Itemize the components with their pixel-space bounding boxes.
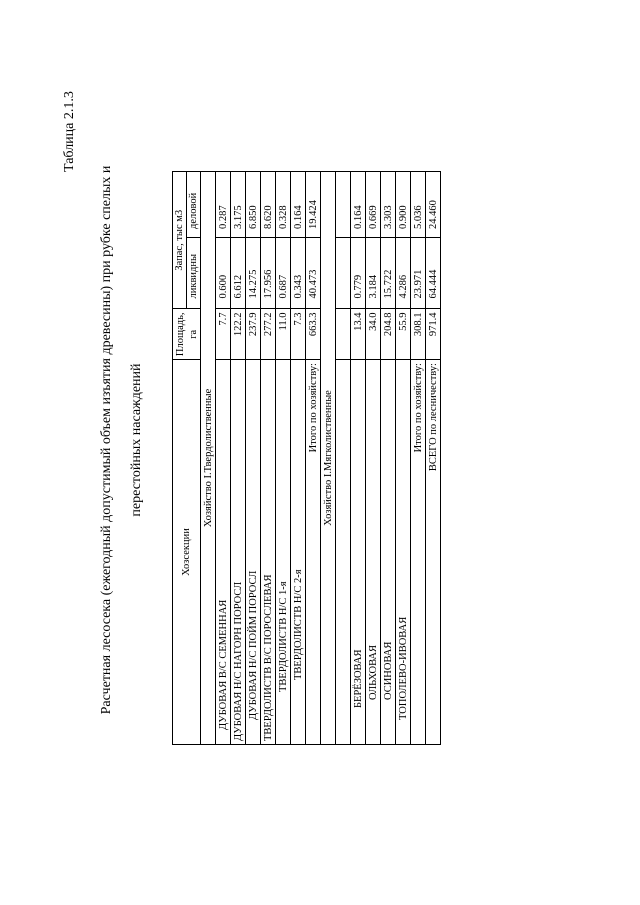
- row-business: 0.900: [396, 172, 411, 238]
- row-area: 7.3: [291, 309, 306, 360]
- row-name: ОСИНОВАЯ: [381, 360, 396, 745]
- header-hozsection: Хозсекции: [173, 360, 201, 745]
- header-business: деловой: [187, 172, 201, 238]
- section-title: Хозяйство I.Твердолиственные: [201, 172, 216, 745]
- table-row: [276, 172, 291, 745]
- header-liquid: ликвидны: [187, 237, 201, 309]
- subtotal-row: [306, 172, 321, 745]
- header-stock: Запас, тыс м3: [173, 172, 187, 310]
- row-name: ДУБОВАЯ Н/С НАГОРН ПОРОСЛ: [231, 360, 246, 745]
- table-row: [231, 172, 246, 745]
- subtotal-label: Итого по хозяйству:: [306, 360, 321, 745]
- table-row: [381, 172, 396, 745]
- row-area: 55.9: [396, 309, 411, 360]
- row-area: 7.7: [216, 309, 231, 360]
- subtotal-liquid: 23.971: [411, 237, 426, 309]
- section-header-row: [321, 172, 336, 745]
- spacer-row: [336, 172, 351, 745]
- row-liquid: 17.956: [261, 237, 276, 309]
- row-area: 13.4: [351, 309, 366, 360]
- header-area: Площадь, га: [173, 309, 201, 360]
- section-title: Хозяйство I.Мягколиственные: [321, 172, 336, 745]
- row-area: 11.0: [276, 309, 291, 360]
- section-header-row: [201, 172, 216, 745]
- row-business: 0.164: [291, 172, 306, 238]
- row-business: 0.164: [351, 172, 366, 238]
- subtotal-row: [411, 172, 426, 745]
- table-row: [246, 172, 261, 745]
- row-name: ТВЕРДОЛИСТВ В/С ПОРОСЛЕВАЯ: [261, 360, 276, 745]
- grand-total-label: ВСЕГО по лесничеству:: [426, 360, 441, 745]
- grand-total-row: [426, 172, 441, 745]
- row-area: 277.2: [261, 309, 276, 360]
- row-liquid: 0.687: [276, 237, 291, 309]
- row-business: 3.175: [231, 172, 246, 238]
- row-liquid: 15.722: [381, 237, 396, 309]
- table-row: [261, 172, 276, 745]
- row-name: БЕРЁЗОВАЯ: [351, 360, 366, 745]
- row-business: 6.850: [246, 172, 261, 238]
- grand-total-area: 971.4: [426, 309, 441, 360]
- row-name: ДУБОВАЯ Н/С ПОЙМ ПОРОСЛ: [246, 360, 261, 745]
- row-name: ОЛЬХОВАЯ: [366, 360, 381, 745]
- caption-line-1: Расчетная лесосека (ежегодный допустимый объем изъятия древесины) при рубке спелых и: [99, 165, 114, 715]
- row-business: 0.328: [276, 172, 291, 238]
- subtotal-business: 5.036: [411, 172, 426, 238]
- row-liquid: 0.343: [291, 237, 306, 309]
- row-area: 122.2: [231, 309, 246, 360]
- row-liquid: 3.184: [366, 237, 381, 309]
- subtotal-liquid: 40.473: [306, 237, 321, 309]
- row-area: 237.9: [246, 309, 261, 360]
- row-name: ТВЕРДОЛИСТВ Н/С 1-я: [276, 360, 291, 745]
- grand-total-liquid: 64.444: [426, 237, 441, 309]
- row-area: 204.8: [381, 309, 396, 360]
- caption-line-2: перестойных насаждений: [129, 363, 144, 517]
- row-liquid: 6.612: [231, 237, 246, 309]
- row-name: ДУБОВАЯ В/С СЕМЕННАЯ: [216, 360, 231, 745]
- subtotal-business: 19.424: [306, 172, 321, 238]
- row-name: ТВЕРДОЛИСТВ Н/С 2-я: [291, 360, 306, 745]
- row-liquid: 14.275: [246, 237, 261, 309]
- row-area: 34.0: [366, 309, 381, 360]
- row-business: 0.287: [216, 172, 231, 238]
- table-row: [396, 172, 411, 745]
- cutting-rate-table: [172, 171, 441, 745]
- row-liquid: 0.779: [351, 237, 366, 309]
- subtotal-label: Итого по хозяйству:: [411, 360, 426, 745]
- row-business: 3.303: [381, 172, 396, 238]
- table-number: Таблица 2.1.3: [62, 91, 77, 172]
- subtotal-area: 663.3: [306, 309, 321, 360]
- row-business: 0.669: [366, 172, 381, 238]
- table-row: [291, 172, 306, 745]
- table-caption: [92, 95, 152, 785]
- subtotal-area: 308.1: [411, 309, 426, 360]
- table-row: [216, 172, 231, 745]
- row-name: ТОПОЛЕВО-ИВОВАЯ: [396, 360, 411, 745]
- table-row: [366, 172, 381, 745]
- row-liquid: 0.600: [216, 237, 231, 309]
- row-business: 8.620: [261, 172, 276, 238]
- row-liquid: 4.286: [396, 237, 411, 309]
- table-row: [351, 172, 366, 745]
- grand-total-business: 24.460: [426, 172, 441, 238]
